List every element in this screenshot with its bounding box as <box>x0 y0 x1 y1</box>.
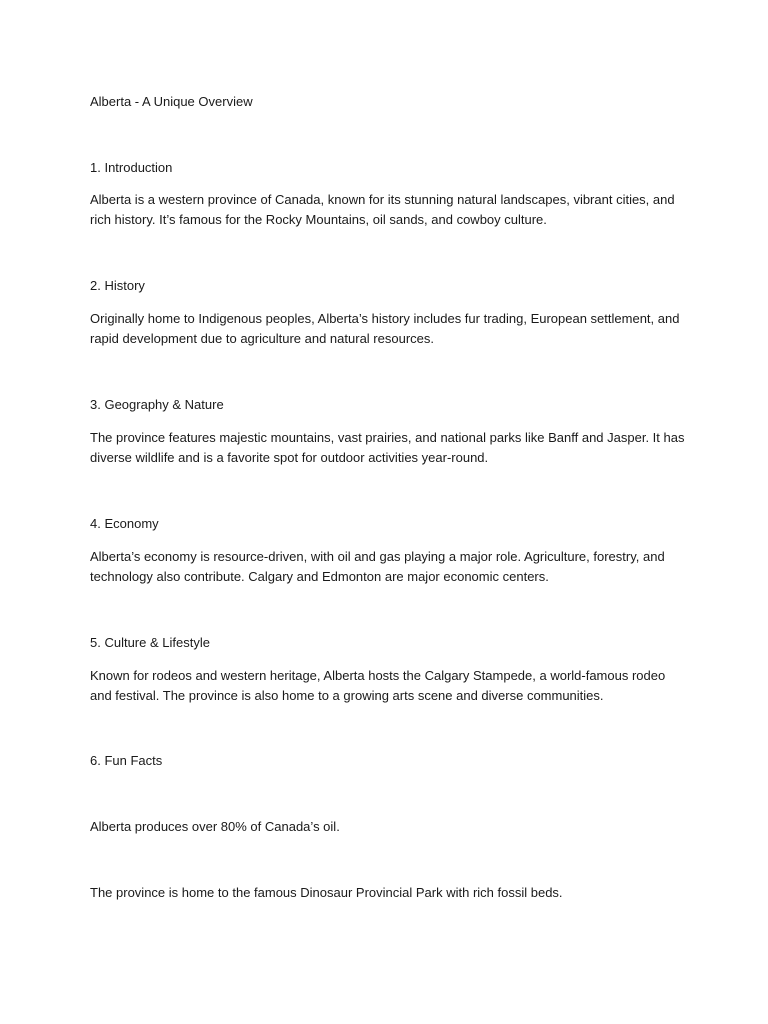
section-heading-fun-facts: 6. Fun Facts <box>90 753 163 768</box>
section-body-introduction: Alberta is a western province of Canada, known for its stunning natural landscapes, vibrant cities, and rich history. It’s famous for the Rocky Mountains, oil sands, and cowboy culture. <box>90 192 675 227</box>
section-heading-history: 2. History <box>90 278 145 293</box>
fun-fact-item: Alberta produces over 80% of Canada’s oil. <box>90 819 340 834</box>
section-heading-introduction: 1. Introduction <box>90 160 173 175</box>
section-heading-geography-nature: 3. Geography & Nature <box>90 397 224 412</box>
section-heading-economy: 4. Economy <box>90 516 159 531</box>
section-body-economy: Alberta’s economy is resource-driven, with oil and gas playing a major role. Agriculture, forestry, and technology also contribute. Calgary and Edmonton are major economic centers. <box>90 549 665 584</box>
fun-fact-item: The province is home to the famous Dinosaur Provincial Park with rich fossil beds. <box>90 885 563 900</box>
section-body-history: Originally home to Indigenous peoples, Alberta’s history includes fur trading, European settlement, and rapid development due to agriculture and natural resources. <box>90 311 680 346</box>
section-body-culture-lifestyle: Known for rodeos and western heritage, Alberta hosts the Calgary Stampede, a world-famous rodeo and festival. The province is also home to a growing arts scene and diverse communities. <box>90 668 666 703</box>
section-heading-culture-lifestyle: 5. Culture & Lifestyle <box>90 635 210 650</box>
document-title: Alberta - A Unique Overview <box>90 94 253 109</box>
section-body-geography-nature: The province features majestic mountains, vast prairies, and national parks like Banff and Jasper. It has diverse wildlife and is a favorite spot for outdoor activities year-round. <box>90 430 685 465</box>
